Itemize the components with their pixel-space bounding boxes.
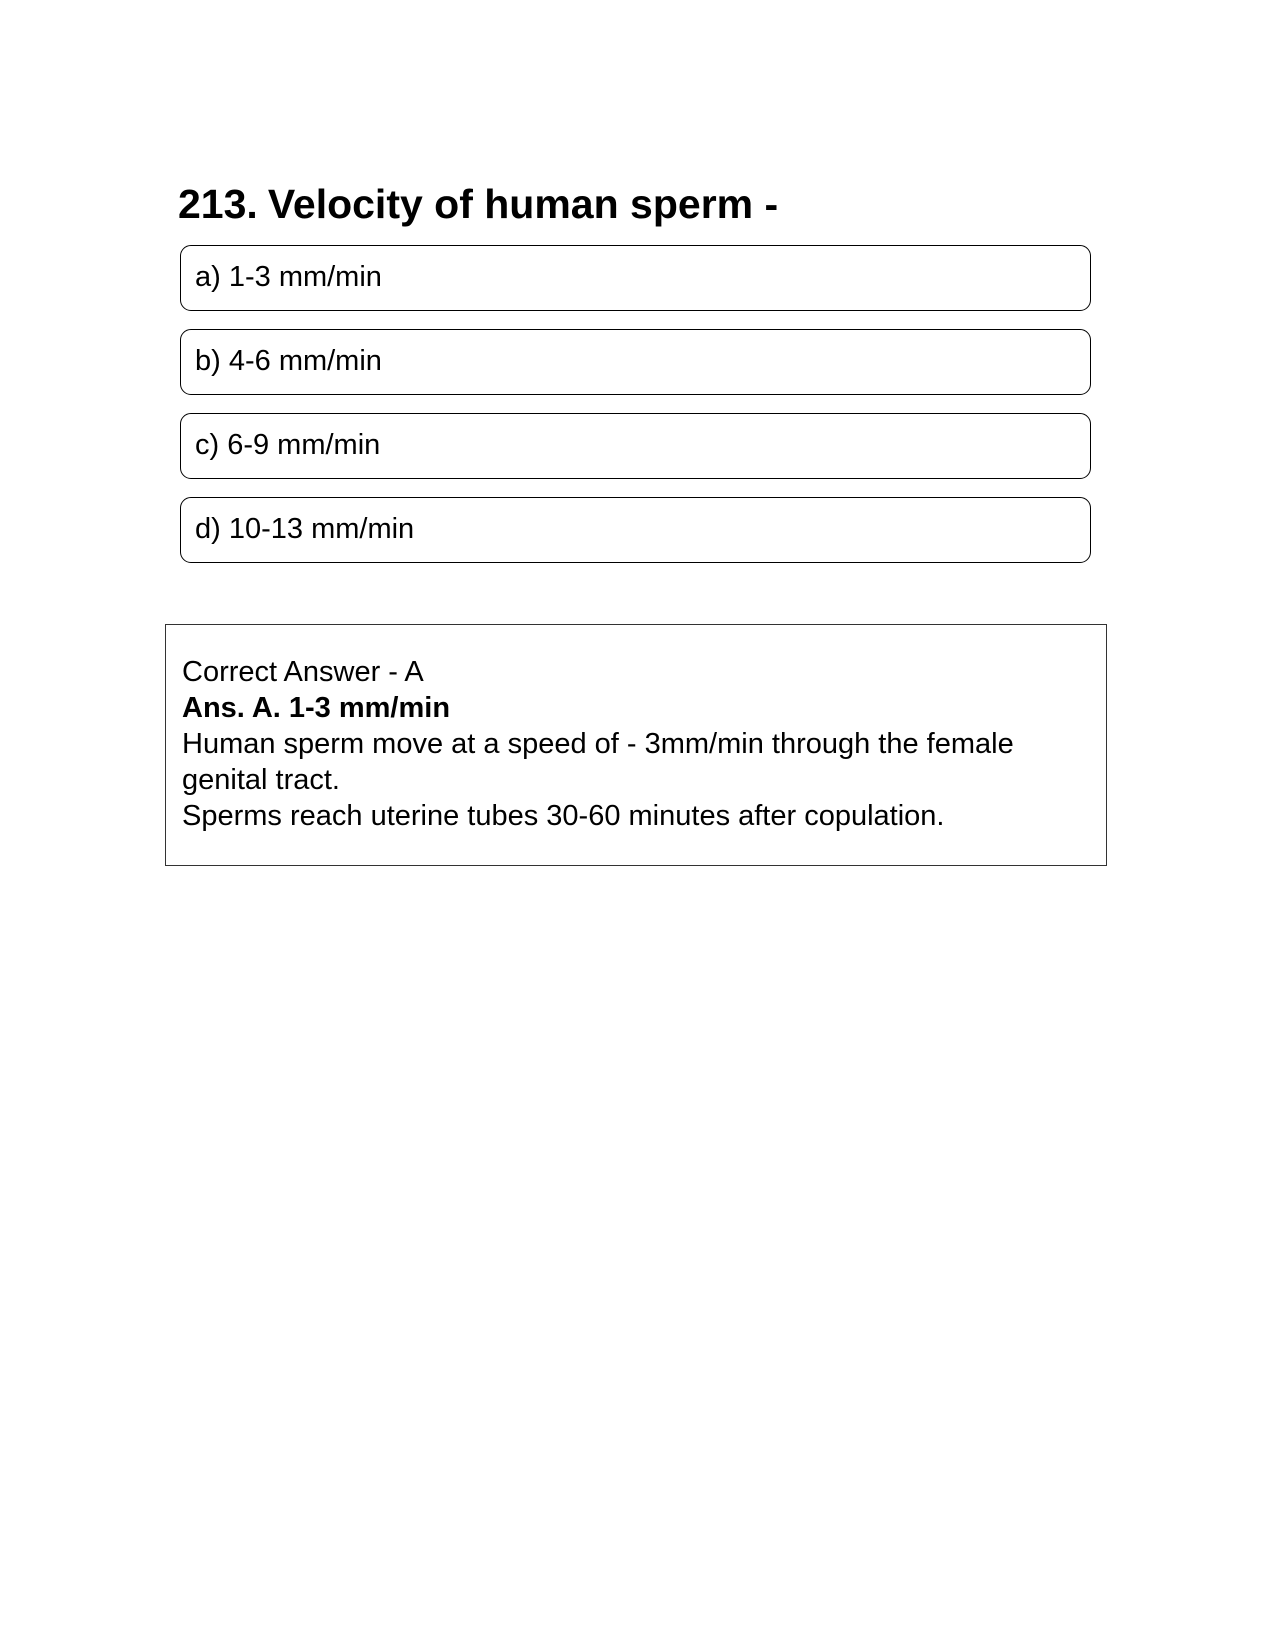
correct-answer-line: Correct Answer - A [182, 656, 424, 688]
answer-box [165, 624, 1107, 866]
option-b[interactable]: b) 4-6 mm/min [180, 329, 1091, 395]
option-d[interactable]: d) 10-13 mm/min [180, 497, 1091, 563]
question-title [178, 178, 778, 230]
question-number: 213. [178, 181, 258, 227]
answer-explanation-1: Human sperm move at a speed of - 3mm/min through the female genital tract. [182, 728, 1014, 796]
answer-heading: Ans. A. 1-3 mm/min [182, 692, 451, 724]
answer-explanation-2: Sperms reach uterine tubes 30-60 minutes after copulation. [182, 800, 945, 832]
question-text: Velocity of human sperm - [267, 181, 779, 227]
option-c[interactable]: c) 6-9 mm/min [180, 413, 1091, 479]
option-a[interactable]: a) 1-3 mm/min [180, 245, 1091, 311]
